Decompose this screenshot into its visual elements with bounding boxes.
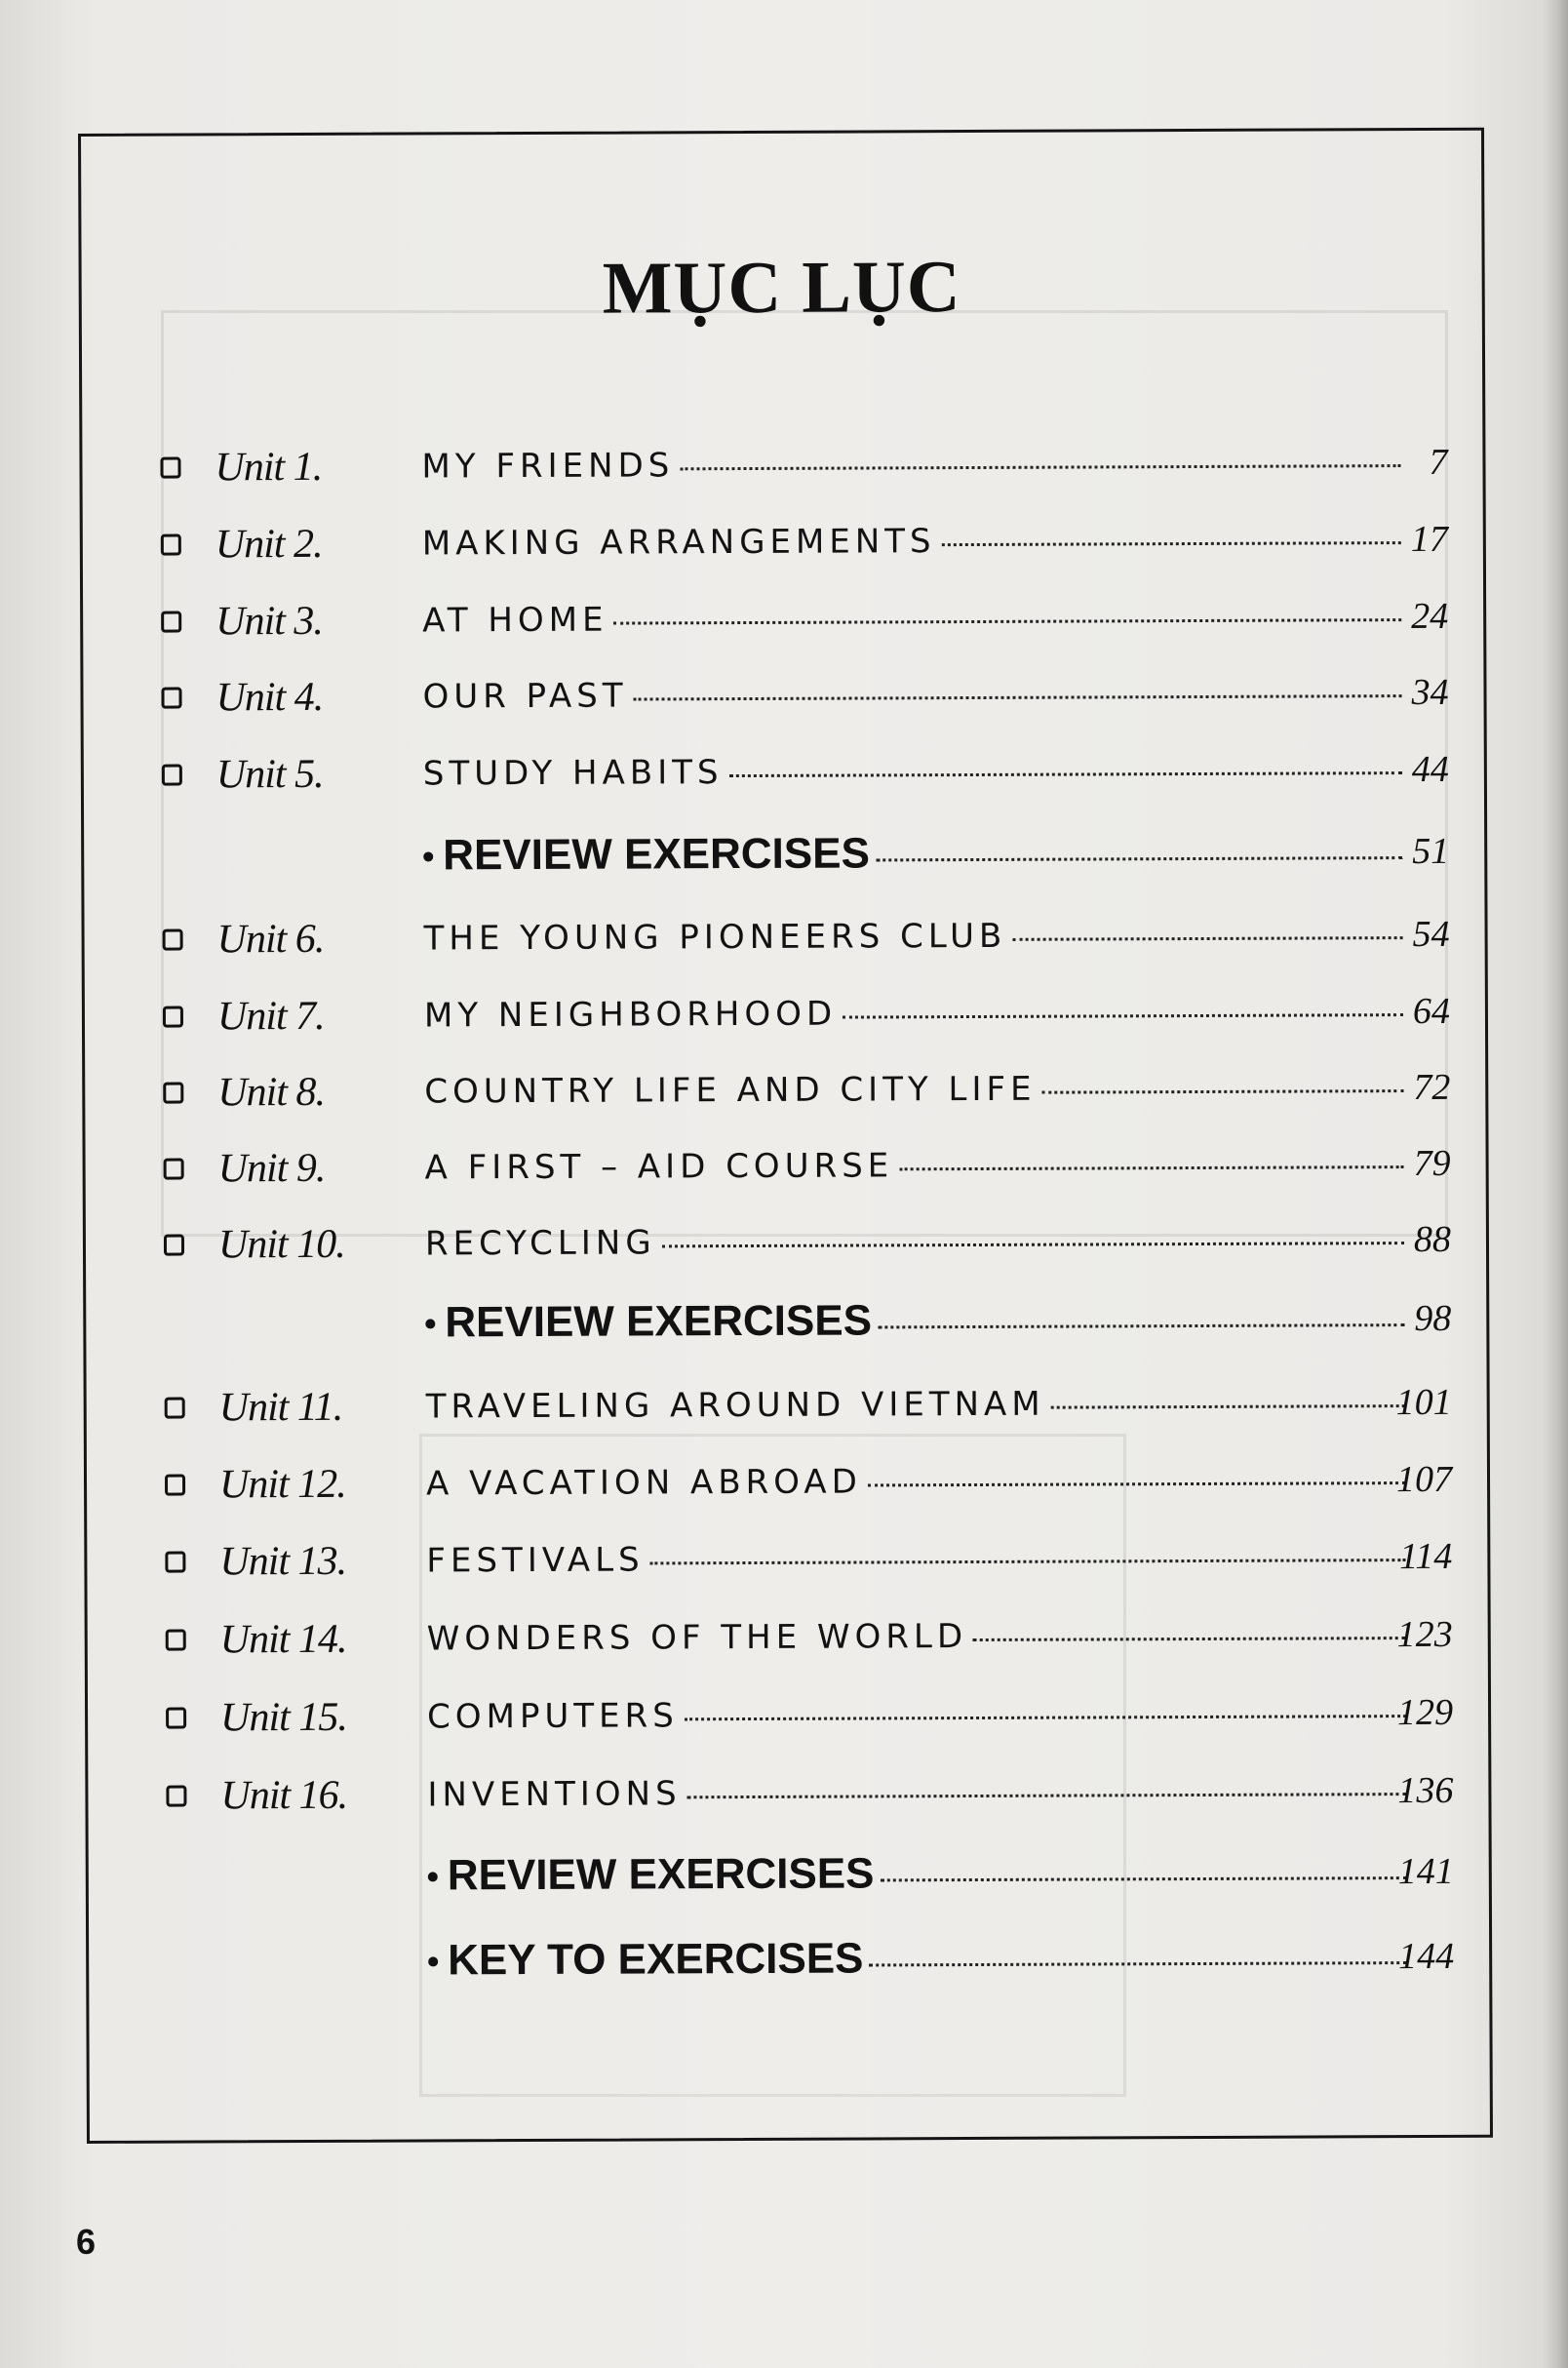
toc-row[interactable]	[161, 587, 1448, 651]
entry-title: AT HOME	[422, 600, 608, 641]
entry-line	[426, 1460, 1411, 1503]
page-ref: 54	[1412, 913, 1450, 956]
toc-row[interactable]	[163, 982, 1450, 1046]
page-ref: 129	[1396, 1691, 1454, 1734]
dot-leader	[876, 856, 1402, 861]
toc-row-key[interactable]	[167, 1927, 1454, 1992]
entry-line	[426, 1537, 1411, 1580]
unit-number: Unit 16.	[220, 1772, 348, 1819]
page-ref: 98	[1414, 1297, 1452, 1340]
entry-line	[428, 1847, 1413, 1900]
entry-line	[425, 1144, 1410, 1187]
entry-title: THE YOUNG PIONEERS CLUB	[423, 916, 1007, 959]
page-ref: 123	[1396, 1613, 1453, 1656]
page-ref: 64	[1412, 990, 1451, 1033]
page-ref: 107	[1395, 1458, 1453, 1501]
checkbox-icon	[165, 1475, 185, 1496]
checkbox-icon	[160, 457, 180, 479]
page-ref: 7	[1429, 441, 1448, 483]
dot-leader	[1012, 936, 1402, 941]
entry-line	[422, 597, 1407, 640]
checkbox-icon	[166, 1786, 186, 1807]
page-edge-shadow	[1543, 0, 1568, 2368]
entry-line	[427, 1771, 1412, 1814]
unit-number: Unit 5.	[216, 751, 324, 798]
page-ref: 141	[1397, 1850, 1454, 1893]
entry-title: MY FRIENDS	[421, 446, 675, 487]
page-ref: 72	[1413, 1066, 1451, 1109]
page-title: MỤC LỤC	[602, 246, 961, 330]
checkbox-icon	[161, 534, 181, 556]
dot-leader	[899, 1165, 1403, 1170]
page-ref: 114	[1399, 1535, 1453, 1578]
page-ref: 44	[1411, 748, 1449, 791]
unit-number: Unit 1.	[215, 444, 323, 491]
unit-number: Unit 12.	[218, 1461, 346, 1508]
entry-title: REVIEW EXERCISES	[445, 1296, 873, 1347]
toc-row[interactable]	[161, 663, 1448, 728]
unit-number: Unit 6.	[216, 916, 325, 963]
unit-number: Unit 3.	[216, 598, 323, 645]
toc-row[interactable]	[166, 1761, 1453, 1826]
entry-line	[424, 1068, 1409, 1111]
entry-title: COMPUTERS	[426, 1696, 679, 1737]
toc-row[interactable]	[163, 1058, 1450, 1123]
bullet-icon	[423, 851, 433, 861]
unit-number: Unit 8.	[217, 1069, 326, 1116]
unit-number: Unit 9.	[217, 1145, 326, 1192]
dot-leader	[650, 1559, 1406, 1564]
page-ref: 79	[1413, 1142, 1451, 1185]
unit-number: Unit 10.	[217, 1221, 345, 1268]
page-ref: 144	[1398, 1935, 1455, 1978]
unit-number: Unit 13.	[219, 1538, 347, 1585]
unit-number: Unit 7.	[216, 993, 325, 1040]
entry-title: MAKING ARRANGEMENTS	[421, 522, 936, 564]
toc-row[interactable]	[161, 510, 1448, 574]
dot-leader	[843, 1013, 1403, 1019]
checkbox-icon	[163, 1083, 183, 1104]
toc-row[interactable]	[162, 905, 1449, 969]
checkbox-icon	[166, 1630, 186, 1651]
dot-leader	[687, 1793, 1407, 1798]
checkbox-icon	[161, 612, 181, 633]
checkbox-icon	[162, 765, 182, 786]
entry-line	[423, 750, 1408, 793]
page-ref: 17	[1410, 518, 1448, 561]
dot-leader	[1051, 1404, 1405, 1409]
page-ref: 51	[1412, 830, 1450, 873]
unit-number: Unit 4.	[216, 674, 324, 721]
toc-row[interactable]	[164, 1134, 1451, 1199]
toc-row[interactable]	[165, 1450, 1452, 1515]
checkbox-icon	[165, 1552, 185, 1573]
entry-line	[426, 1383, 1411, 1426]
entry-title: FESTIVALS	[426, 1540, 645, 1581]
dot-leader	[1042, 1089, 1404, 1094]
entry-line	[424, 992, 1409, 1035]
toc-row[interactable]	[166, 1683, 1453, 1748]
checkbox-icon	[163, 1006, 183, 1028]
dot-leader	[878, 1323, 1404, 1328]
entry-line	[427, 1615, 1412, 1658]
toc-row[interactable]	[165, 1373, 1452, 1438]
entry-line	[422, 673, 1407, 716]
entry-title: OUR PAST	[422, 676, 628, 717]
dot-leader	[662, 1242, 1404, 1247]
dot-leader	[729, 771, 1402, 777]
unit-number: Unit 14.	[219, 1616, 347, 1663]
dot-leader	[680, 464, 1400, 470]
entry-line	[425, 1294, 1410, 1347]
page-ref: 88	[1413, 1218, 1452, 1261]
entry-title: TRAVELING AROUND VIETNAM	[425, 1384, 1045, 1427]
toc-row-review[interactable]	[167, 1842, 1454, 1907]
checkbox-icon	[165, 1398, 185, 1419]
entry-title: MY NEIGHBORHOOD	[423, 994, 838, 1036]
unit-number: Unit 11.	[218, 1384, 343, 1431]
dot-leader	[685, 1715, 1406, 1720]
contents-frame	[78, 128, 1493, 2144]
toc-row[interactable]	[164, 1210, 1451, 1275]
table-of-contents	[159, 131, 1455, 2141]
entry-line	[421, 443, 1406, 486]
checkbox-icon	[163, 929, 183, 951]
toc-row-review[interactable]	[162, 822, 1449, 887]
toc-row[interactable]	[160, 433, 1447, 497]
checkbox-icon	[166, 1708, 186, 1729]
dot-leader	[942, 541, 1401, 546]
bullet-icon	[428, 1956, 438, 1966]
toc-row[interactable]	[165, 1527, 1452, 1592]
entry-title: STUDY HABITS	[422, 753, 724, 794]
toc-row[interactable]	[166, 1605, 1453, 1670]
entry-line	[422, 520, 1407, 563]
page-ref: 136	[1397, 1769, 1454, 1812]
page-ref: 24	[1411, 595, 1449, 638]
page-number: 6	[76, 2222, 97, 2262]
checkbox-icon	[164, 1235, 184, 1256]
entry-title: COUNTRY LIFE AND CITY LIFE	[424, 1069, 1037, 1112]
entry-line	[425, 1220, 1410, 1263]
bullet-icon	[428, 1872, 438, 1881]
entry-title: RECYCLING	[424, 1223, 656, 1264]
checkbox-icon	[161, 688, 181, 709]
dot-leader	[634, 694, 1402, 700]
entry-line	[428, 1932, 1413, 1985]
entry-title: KEY TO EXERCISES	[448, 1934, 864, 1985]
toc-row-review[interactable]	[164, 1289, 1451, 1354]
dot-leader	[973, 1637, 1406, 1641]
entry-line	[427, 1693, 1412, 1736]
dot-leader	[614, 618, 1402, 625]
unit-number: Unit 15.	[219, 1694, 347, 1741]
entry-title: A FIRST – AID COURSE	[424, 1146, 894, 1188]
dot-leader	[880, 1876, 1406, 1881]
toc-row[interactable]	[162, 740, 1449, 805]
entry-title: INVENTIONS	[427, 1774, 682, 1815]
unit-number: Unit 2.	[215, 521, 323, 568]
page-ref: 101	[1395, 1381, 1452, 1424]
page-ref: 34	[1411, 671, 1449, 714]
dot-leader	[868, 1481, 1405, 1486]
entry-line	[424, 915, 1409, 958]
dot-leader	[869, 1961, 1407, 1966]
entry-title: REVIEW EXERCISES	[447, 1849, 875, 1900]
entry-title: REVIEW EXERCISES	[443, 829, 871, 880]
checkbox-icon	[164, 1159, 184, 1180]
entry-line	[423, 827, 1408, 880]
entry-title: A VACATION ABROAD	[425, 1462, 862, 1504]
entry-title: WONDERS OF THE WORLD	[426, 1617, 968, 1659]
bullet-icon	[425, 1319, 435, 1328]
